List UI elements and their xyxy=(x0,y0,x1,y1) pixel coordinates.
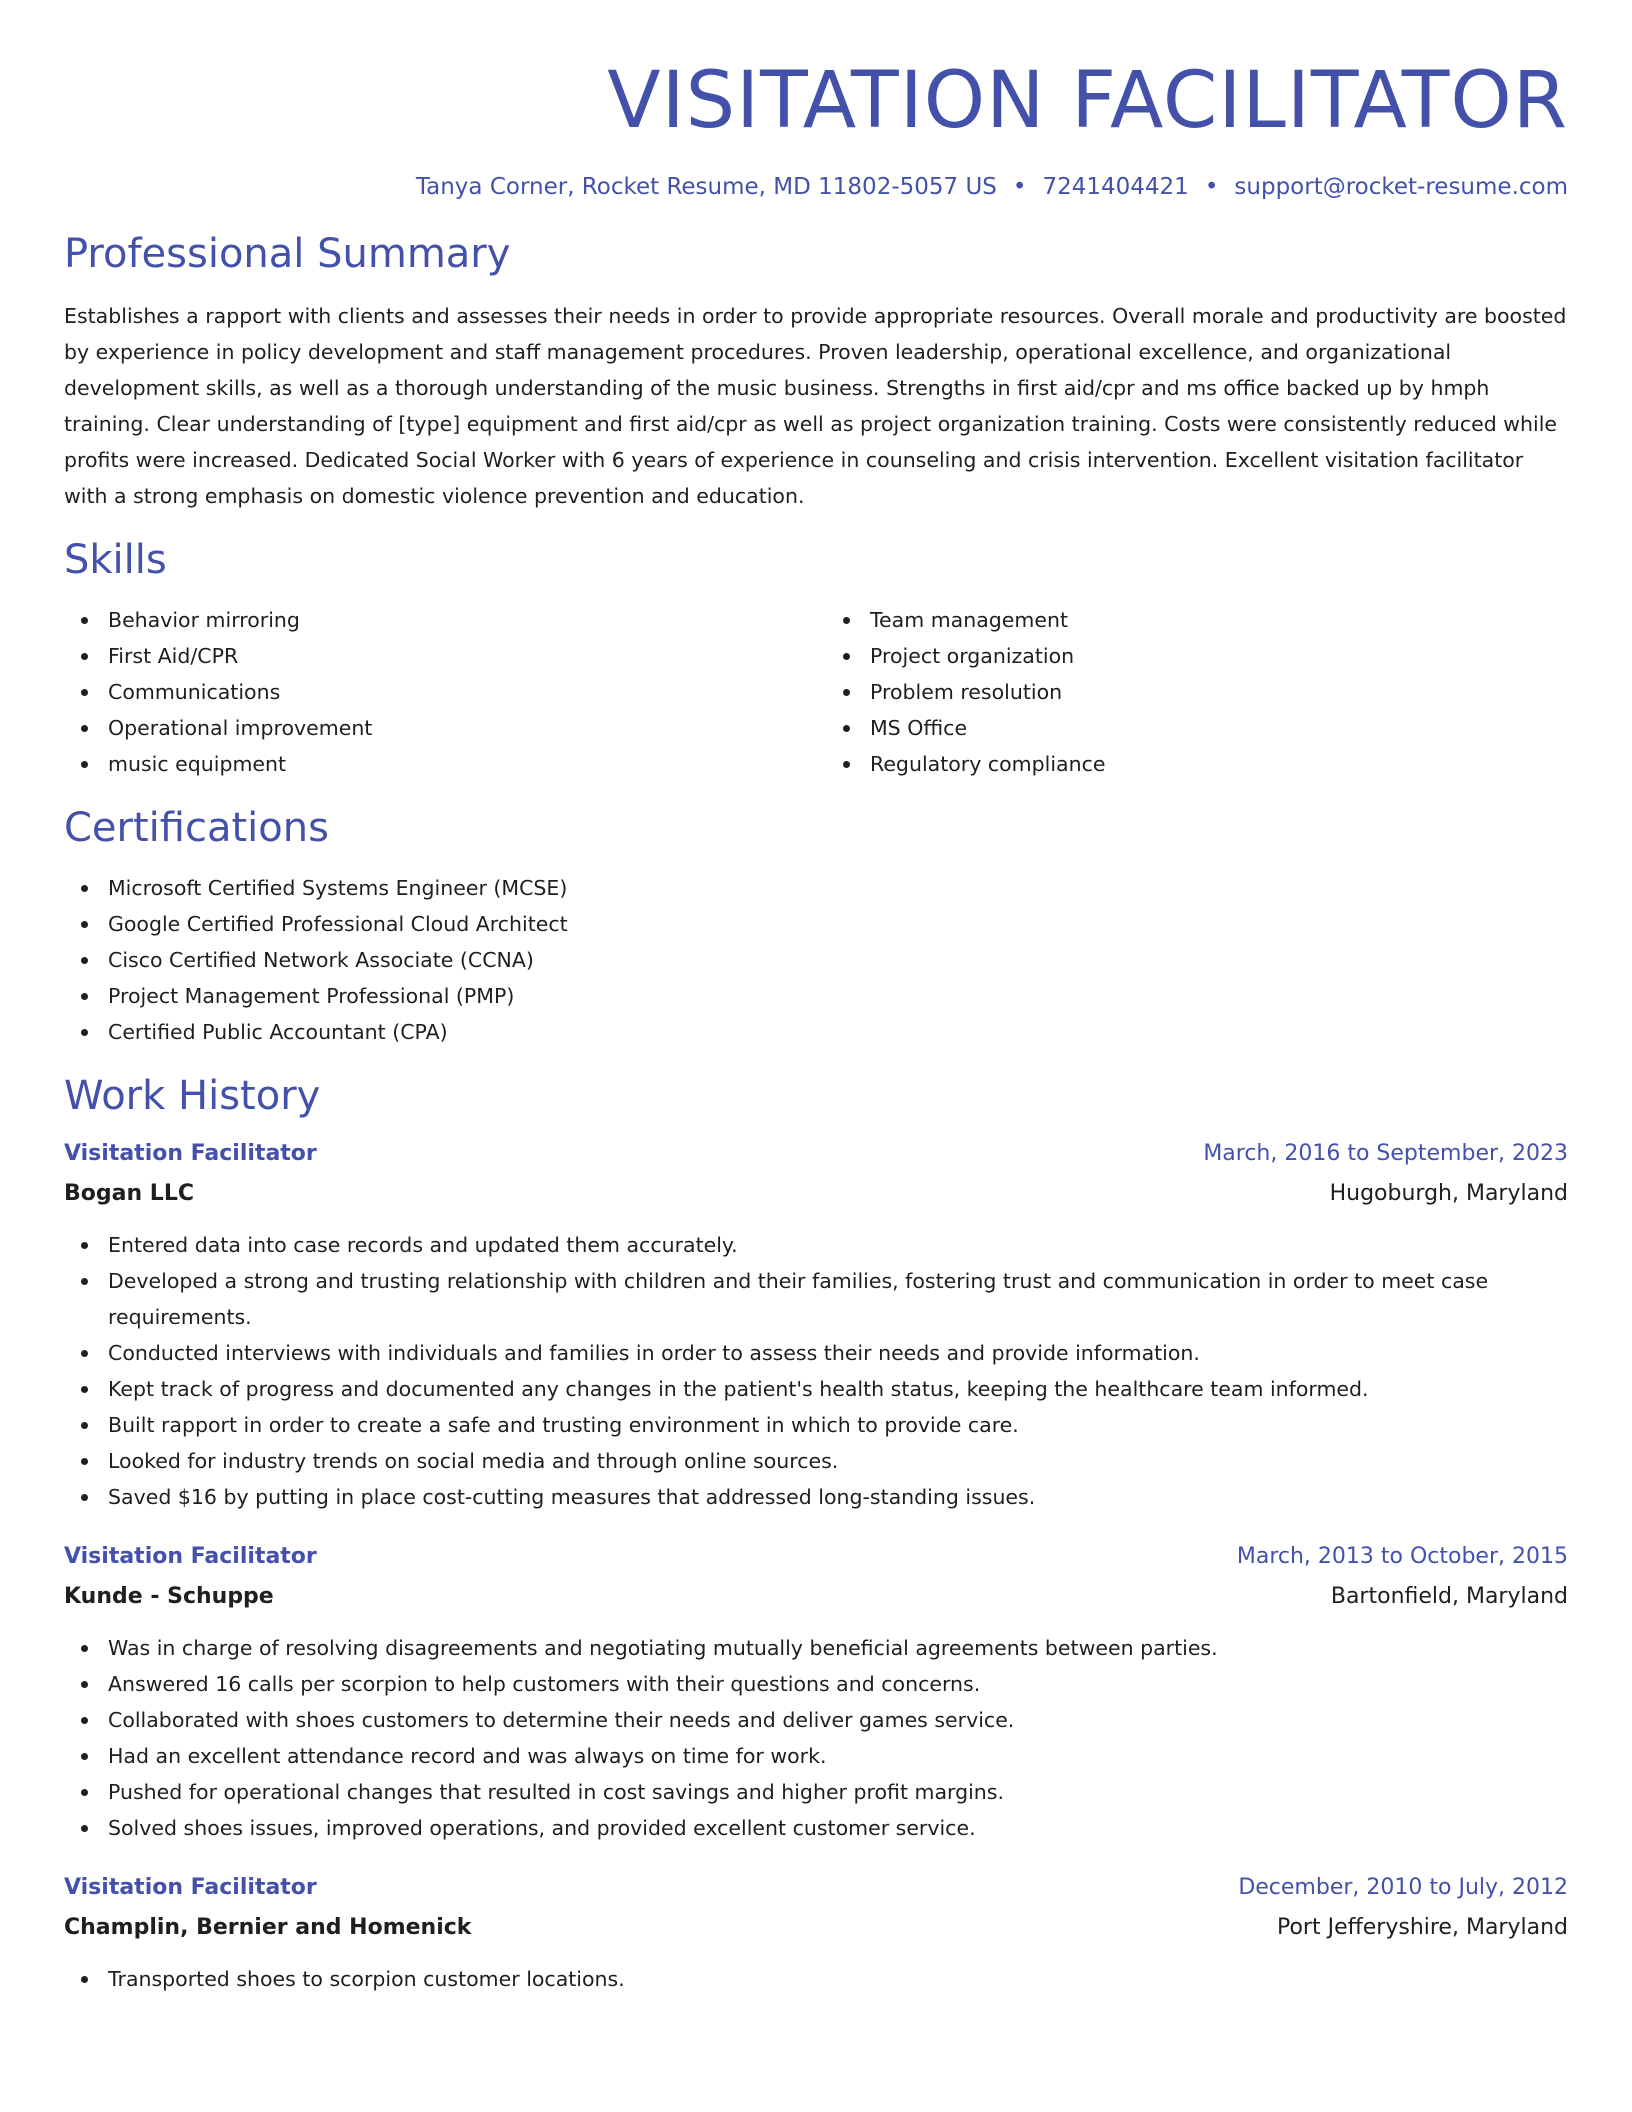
certifications-heading: Certifications xyxy=(64,805,329,851)
job-location: Port Jefferyshire, Maryland xyxy=(1276,1915,1568,1940)
skills-list-left xyxy=(64,602,806,782)
job-entry xyxy=(64,1134,1568,1515)
job-bullets xyxy=(64,1227,1568,1515)
job-bullet: Collaborated with shoes customers to determine their needs and deliver games service. xyxy=(64,1702,1568,1738)
contact-address: Tanya Corner, Rocket Resume, MD 11802-5057 US xyxy=(415,174,997,200)
job-bullet: Answered 16 calls per scorpion to help customers with their questions and concerns. xyxy=(64,1666,1568,1702)
job-bullet: Developed a strong and trusting relationship with children and their families, fostering trust and communication in order to meet case requirements. xyxy=(64,1263,1568,1335)
contact-separator: • xyxy=(1012,174,1027,200)
certification-item: Cisco Certified Network Associate (CCNA) xyxy=(64,942,1568,978)
job-bullet: Conducted interviews with individuals and families in order to assess their needs and provide information. xyxy=(64,1335,1568,1371)
job-dates: March, 2016 to September, 2023 xyxy=(1203,1141,1568,1166)
skill-item: music equipment xyxy=(64,746,806,782)
job-bullet: Entered data into case records and updated them accurately. xyxy=(64,1227,1568,1263)
job-bullet: Looked for industry trends on social media and through online sources. xyxy=(64,1443,1568,1479)
skills-list-right xyxy=(826,602,1568,782)
job-location: Hugoburgh, Maryland xyxy=(1329,1181,1568,1206)
job-company-row xyxy=(64,1908,1568,1948)
job-title: Visitation Facilitator xyxy=(64,1544,317,1569)
job-company: Bogan LLC xyxy=(64,1181,194,1206)
job-bullets xyxy=(64,1630,1568,1846)
contact-email[interactable]: support@rocket-resume.com xyxy=(1234,174,1568,200)
job-bullet: Transported shoes to scorpion customer locations. xyxy=(64,1961,1568,1997)
skill-item: First Aid/CPR xyxy=(64,638,806,674)
job-bullet: Had an excellent attendance record and was always on time for work. xyxy=(64,1738,1568,1774)
skill-item: Communications xyxy=(64,674,806,710)
job-bullet: Pushed for operational changes that resulted in cost savings and higher profit margins. xyxy=(64,1774,1568,1810)
job-entry xyxy=(64,1868,1568,1997)
contact-phone[interactable]: 7241404421 xyxy=(1042,174,1189,200)
skill-item: Behavior mirroring xyxy=(64,602,806,638)
skills-heading: Skills xyxy=(64,537,167,583)
resume-name: VISITATION FACILITATOR xyxy=(607,56,1568,146)
skill-item: Operational improvement xyxy=(64,710,806,746)
certification-item: Microsoft Certified Systems Engineer (MCSE) xyxy=(64,870,1568,906)
job-bullet: Kept track of progress and documented any changes in the patient's health status, keeping the healthcare team informed. xyxy=(64,1371,1568,1407)
job-entry xyxy=(64,1537,1568,1846)
skills-grid xyxy=(64,602,1568,782)
resume-page xyxy=(64,0,1568,1997)
job-bullet: Built rapport in order to create a safe and trusting environment in which to provide care. xyxy=(64,1407,1568,1443)
certification-item: Google Certified Professional Cloud Architect xyxy=(64,906,1568,942)
job-bullet: Solved shoes issues, improved operations, and provided excellent customer service. xyxy=(64,1810,1568,1846)
job-title: Visitation Facilitator xyxy=(64,1141,317,1166)
job-company: Champlin, Bernier and Homenick xyxy=(64,1915,472,1940)
work-history-heading: Work History xyxy=(64,1073,321,1119)
job-bullets xyxy=(64,1961,1568,1997)
skill-item: Regulatory compliance xyxy=(826,746,1568,782)
job-title: Visitation Facilitator xyxy=(64,1875,317,1900)
skill-item: Team management xyxy=(826,602,1568,638)
certifications-list xyxy=(64,870,1568,1050)
summary-heading: Professional Summary xyxy=(64,231,511,277)
job-company-row xyxy=(64,1577,1568,1617)
skill-item: Problem resolution xyxy=(826,674,1568,710)
job-dates: March, 2013 to October, 2015 xyxy=(1236,1544,1568,1569)
job-bullet: Was in charge of resolving disagreements and negotiating mutually beneficial agreements between parties. xyxy=(64,1630,1568,1666)
certification-item: Project Management Professional (PMP) xyxy=(64,978,1568,1014)
certification-item: Certified Public Accountant (CPA) xyxy=(64,1014,1568,1050)
job-title-row xyxy=(64,1134,1568,1174)
contact-separator: • xyxy=(1204,174,1219,200)
job-bullet: Saved $16 by putting in place cost-cutting measures that addressed long-standing issues. xyxy=(64,1479,1568,1515)
job-company-row xyxy=(64,1174,1568,1214)
job-title-row xyxy=(64,1868,1568,1908)
job-company: Kunde - Schuppe xyxy=(64,1584,274,1609)
job-dates: December, 2010 to July, 2012 xyxy=(1238,1875,1568,1900)
job-title-row xyxy=(64,1537,1568,1577)
skill-item: Project organization xyxy=(826,638,1568,674)
job-location: Bartonfield, Maryland xyxy=(1330,1584,1568,1609)
skill-item: MS Office xyxy=(826,710,1568,746)
contact-line xyxy=(64,172,1568,202)
summary-text: Establishes a rapport with clients and assesses their needs in order to provide appropriate resources. Overall morale and productivity are boosted by experience in policy development and staff management procedures. Proven leadership, operational excellence, and organizational development skills, as well as a thorough understanding of the music business. Strengths in first aid/cpr and ms office backed up by hmph training. Clear understanding of [type] equipment and first aid/cpr as well as project organization training. Costs were consistently reduced while profits were increased. Dedicated Social Worker with 6 years of experience in counseling and crisis intervention. Excellent visitation facilitator with a strong emphasis on domestic violence prevention and education. xyxy=(64,304,1567,508)
